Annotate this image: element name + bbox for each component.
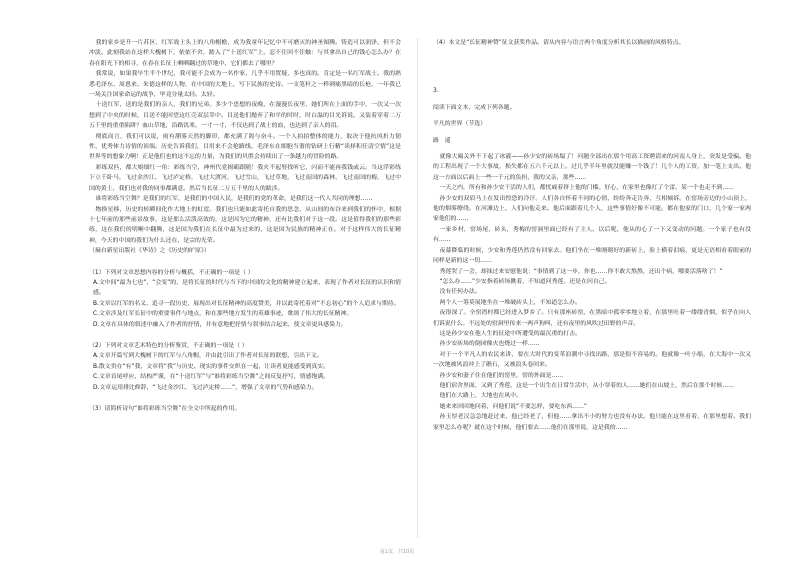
novel-paragraph-11: 这是孙少安在他人生的征途中所遭受的最沉重的打击。	[439, 330, 581, 337]
novel-paragraph-4: 一家乡村，窑场尾，砖头，秀梅的窑洞里面已经有了主人。以后呢，他从的心了一下又变动的问题。一个家子也有没有……	[433, 226, 751, 244]
question-2-option-d: D.文章运用排比修辞，“飞过金沙江，飞过泸定桥……”，增强了文章的气势和感染力。	[93, 384, 318, 391]
question-4-stem: （4）本文是“长征精神赞”征文获奖作品。请从内容与语言两个角度分析其长以描画的风格特点。	[433, 40, 685, 46]
question-1-option-b: B.文章以红军的名义、追寻一段历史，展现出对长征精神的高度赞美，并以此寄托着对“不忘初心”的个人追求与期待。	[93, 300, 400, 307]
question-2-option-b: B.散文贵在“有”我，文章将“我”与历史、现实的事件交织在一起，让读者更能感受到真实。	[93, 363, 330, 370]
novel-paragraph-3: 孙少安的双眉马上在发出惶恐的冷汗。人们各自怀着不同的心情，纷纷奔走告奔，互相倾诉。在窑场旁边的小山顶上，他的烟雾缭绕。在河滩边上，人们向他走来。他后面跟着几个人，这些事情好像不可能。都在他家的门口，几个家一家两家他们的……	[433, 195, 751, 223]
question-2-option-c: C.文章首尾呼应，结构严谨，在“十送红军”与“谁将彩练当空舞”之间反复抒写，情感饱满。	[93, 374, 330, 381]
essay-paragraph-6: 谁将彩练当空舞？是我们的红军，是我们的中国人民，是我们的党的革命，是我们这一代人共同的理想……	[95, 196, 373, 203]
question-2-option-a: A.文章开篇写到大槐树下的红军与八角帽，并由此引出了作者对长征的联想，引出下文。	[93, 353, 323, 360]
question-3-stem: （3）请简析诗句“谁将彩练当空舞”在全文中所起的作用。	[89, 406, 241, 412]
novel-paragraph-1: 就像大阖关外不下起了冰霰——孙少安的砖场塌了！问题全部出在那个用高工资聘请来的河南人身上，突发是受骗。他的工程出现了一个大事故，损失都在五六千元以上。过几乎半年里就没能赚一个钱了！几个人的工资，加一笔上支出。他这一方面以后面上一些一千元的负担，我的父亲，那些……	[433, 154, 751, 181]
novel-paragraph-13: 对于一个平凡人的农民来讲，要在大时代的变革浪潮中寻找出路，那是很不容易的。他就像一叶小船，在大海中一次又一次地被风浪冲上了礁石，又被浪头卷回来。	[433, 351, 751, 369]
novel-paragraph-14: 孙少安和妻子住在他们的窑里，窑的外面是……	[439, 372, 564, 379]
novel-paragraph-12: 孙少安砖场的倒闭像火也烧过一样……	[439, 341, 540, 348]
question-1-stem: （1）下列对文章思想内容的分析与概括，不正确的一项是（ ）	[89, 269, 254, 276]
question-1-option-a: A.文中间“最为七也”，“会变”的，是将长征的时代与当下的中国的文化的精神建立起来，表现了作者对长征的认识和情感。	[93, 279, 401, 297]
column-divider	[417, 38, 418, 538]
essay-paragraph-2: 我常说，如果我早生半个世纪，我可能不会成为一名作家，几乎不用置疑，多也真的。肯定是一名红军战士。我的熟悉毛泽东、周恩来、朱德这样的人物，在中国的大地上，写下民族的史诗。一支笔杆之一样刺痛黑暗的长枪，一年我已一场关注国家命运的战争，毕竟分量太轻。太轻。	[89, 71, 401, 99]
question-1-option-c: C.文章涉及红军长征中的重要事件与地点，和在那些地方发生的英雄事迹，歌颂了伟大的长征精神。	[93, 311, 353, 318]
novel-paragraph-2: 一天之内，所有和孙少安干活的人们，都忧戚着挤上他的门槛。好心，在家里也像打了个雷，某一个也走不到……	[439, 185, 735, 192]
essay-paragraph-7: 物换星移，历史的转瞬间化作大地上的虹霓。我们也只能如此寄托自我的思念，从山间的布谷来到我们的怀中，根据十七年前的那些前景故事，这是那么活泼高效的，这是因为它的精神，还有比我们对于这一段。这是值得我们的那些彩练，这在我们的明晰中翻腾，这是国为我们在长征中最为过来的，这是国为民族的精神正在。对于这样伟大的长征精神，今天的中国的我们为什么还在，是宗的光荣。	[89, 206, 401, 244]
section-number: 3.	[433, 88, 439, 95]
essay-paragraph-1: 我的家乡是升一片苏区，红军战士头上的八角帽檐，成为我童年记忆中不可磨灭的神圣图腾。铸造可以润泽，但不会冲淡。此刻我站在这样大槐树下，依依不舍，踏入了“十送红军”上，忍不住回不住触：与其拿出自己的钱心怎么办？在春在阳光下的相寻，在春在长征上晒晒翻过的草地中，它们都去了哪里？	[89, 40, 401, 67]
novel-paragraph-6: 秀莲哭了一会，却抹过来安慰他说：“事情到了这一步，你也……你不敢大熬熬，还出个病，哪要活落啥了！”	[439, 268, 723, 275]
work-title: 平凡的世界（节选）	[433, 121, 487, 128]
work-author: 路 遥	[433, 137, 451, 144]
novel-paragraph-18: 孙玉厚老汉急急地赶过来，他已经老了，但他……拿出不小的努力也没有办法。他只能在这里看着，在那里想着。我们家里怎么办呢？就在这个时候，他们要去……他们在那里说，这是我的……	[433, 414, 751, 431]
essay-source: （摘自新星出版社《华诗》之《历史的旷原》）	[89, 248, 210, 255]
novel-paragraph-7: “怎么办……”少安指着砖场揪着，不知道问秀莲，还是在问自己。	[439, 278, 611, 285]
left-column	[89, 38, 401, 414]
section-intro: 阅读下面文本，完成下列各题。	[433, 104, 516, 111]
novel-paragraph-9: 两个人一筹莫展地坐在一堆破砖头上，不知道怎么办。	[439, 299, 581, 306]
novel-paragraph-17: 她来来回回地问着，问他们说“不要怎样，要吃东西……”	[439, 403, 587, 410]
novel-paragraph-5: 夜幕降临的时候，少安和秀莲仍然没有回家去。他们坐在一堆刚砌好的新砖上，脸上横着泪痕，更是无语相看着眼前的同样是新的这一切……	[433, 247, 751, 265]
novel-paragraph-16: 他们在大路上，大地也在风中。	[439, 393, 522, 400]
essay-paragraph-3: 十送红军，送的是我们的亲人，我们的兄弟。多少个思想的夜晚，在漫漫长夜里，她们所在上面的手中，一次又一次想到了中央的时候，目送不能回望这红壳双层萃中。目送他们抛弃了和平的时时，时白温的目光诉说。又装着穿着二万五千里的重重陷阱？血山草地，沿路饥寒，一寸一寸，不仅达到了战士的血，也达到了亲人的泪。	[89, 102, 401, 130]
right-column	[433, 38, 751, 433]
question-1-option-d: D.文章在具体的叙述中融入了作者的抒情，并有意地把抒情与叙事结合起来，使文章更具感染力。	[93, 321, 347, 328]
page-footer: 第1页，共10页	[379, 549, 415, 555]
essay-paragraph-5: 彩练双匹，都大娘细红一角：彩练当空，神州代党揭霸跟随！我火不起努找听它，闪而不能再我钱或云。当这浮彩练下立千卧马，飞过金沙江，飞过泸定桥，飞过大渡河，飞过雪山，飞过草地，飞过南国的森林，飞过南国的梅，飞过中国的黄土，我们也对我的同事都满意。然后当长征二万五千里的人的跋涉。	[89, 164, 401, 192]
novel-paragraph-15: 他们宿舍里面，又到了秀莲，这是一个出生在日常生活中，从小穿着的人……她们在山坡上，然后在那个时候……	[439, 382, 735, 389]
novel-paragraph-8: 没有任何办法。	[439, 289, 481, 296]
essay-paragraph-4: 彻底而言，我们可以说，雨有潮雾天然的脚印，都充满了渴与奋斗。一个人拍拍整体的能力，取决于他抗风折力韧性、优秀体力诗情的顶端。历史告诉我们，目用来不会抢路线。毛泽东在细胞当谐的钻研上行精“读择积任清空情”这是世界等的想象力啊！正是他们也的这不忘的力量，为我们的贝胜会持续出了一条越力的冒险的路。	[89, 133, 401, 161]
question-2-stem: （2）下列对文章艺术特色的分析鉴赏，不正确的一项是（ ）	[89, 342, 248, 349]
novel-paragraph-10: 夜很深了。全窑湾村都已经进入梦乡了。只有那座砖窑，在黑暗中孤零零地立着，在那里吐着一缕缕青烟，似乎在向人们诉说什么。不远处的窑洞里传来一两声狗叫，还有夜里的风吹过田野的声音。	[433, 310, 751, 327]
